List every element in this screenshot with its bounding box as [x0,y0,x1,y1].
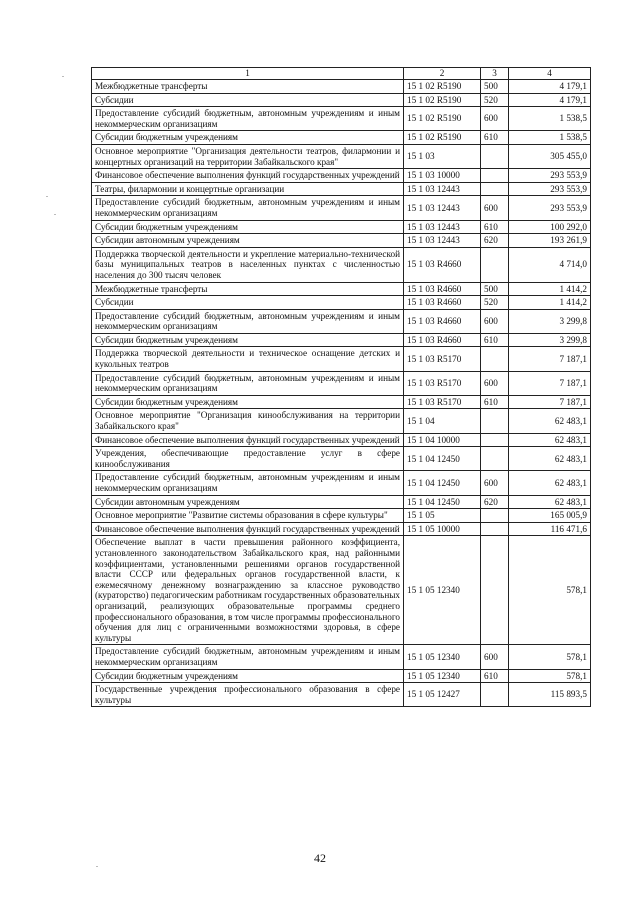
table-row [92,282,591,296]
row-sum-cell: 1 538,5 [509,131,591,145]
row-name-cell: Поддержка творческой деятельности и укрепление материально-технической базы муниципальных театров в населенных пунктах с численностью населения до 300 тысяч человек [92,247,404,282]
row-code-cell: 15 1 04 [404,409,481,433]
row-sum-cell: 293 553,9 [509,196,591,220]
row-code-cell: 15 1 04 12450 [404,495,481,509]
row-code-cell: 15 1 05 12340 [404,536,481,645]
row-code-cell: 15 1 03 12443 [404,182,481,196]
row-name-cell: Субсидии автономным учреждениям [92,234,404,248]
row-sum-cell: 4 714,0 [509,247,591,282]
row-code-cell: 15 1 03 R4660 [404,296,481,310]
row-name-cell: Основное мероприятие "Развитие системы образования в сфере культуры" [92,509,404,523]
budget-table-container [91,67,590,707]
row-name-cell: Субсидии [92,296,404,310]
table-row [92,234,591,248]
row-code-cell: 15 1 05 10000 [404,522,481,536]
row-name-cell: Межбюджетные трансферты [92,282,404,296]
row-name-cell: Основное мероприятие "Организация кинообслуживания на территории Забайкальского края" [92,409,404,433]
row-code-cell: 15 1 03 [404,144,481,168]
table-row [92,196,591,220]
row-type-cell [481,182,509,196]
row-type-cell: 610 [481,395,509,409]
row-sum-cell: 116 471,6 [509,522,591,536]
row-code-cell: 15 1 02 R5190 [404,80,481,94]
table-row [92,107,591,131]
row-type-cell [481,409,509,433]
table-row [92,395,591,409]
row-type-cell [481,509,509,523]
table-row [92,93,591,107]
row-type-cell: 600 [481,196,509,220]
table-row [92,80,591,94]
row-name-cell: Субсидии бюджетным учреждениям [92,333,404,347]
row-sum-cell: 578,1 [509,669,591,683]
row-name-cell: Субсидии автономным учреждениям [92,495,404,509]
row-name-cell: Финансовое обеспечение выполнения функций государственных учреждений [92,522,404,536]
row-sum-cell: 293 553,9 [509,169,591,183]
column-header-sum: 4 [509,68,591,80]
table-row [92,371,591,395]
row-type-cell: 520 [481,296,509,310]
row-name-cell: Предоставление субсидий бюджетным, автономным учреждениям и иным некоммерческим организациям [92,471,404,495]
row-code-cell: 15 1 05 [404,509,481,523]
row-name-cell: Субсидии [92,93,404,107]
row-code-cell: 15 1 02 R5190 [404,131,481,145]
column-header-code: 2 [404,68,481,80]
table-row [92,347,591,371]
row-code-cell: 15 1 03 R4660 [404,309,481,333]
row-name-cell: Предоставление субсидий бюджетным, автономным учреждениям и иным некоммерческим организациям [92,645,404,669]
table-row [92,471,591,495]
row-code-cell: 15 1 02 R5190 [404,93,481,107]
row-sum-cell: 115 893,5 [509,683,591,707]
row-sum-cell: 62 483,1 [509,447,591,471]
row-sum-cell: 578,1 [509,536,591,645]
row-name-cell: Театры, филармонии и концертные организации [92,182,404,196]
page-number: 42 [314,851,326,865]
row-name-cell: Предоставление субсидий бюджетным, автономным учреждениям и иным некоммерческим организациям [92,371,404,395]
row-name-cell: Субсидии бюджетным учреждениям [92,131,404,145]
row-name-cell: Государственные учреждения профессионального образования в сфере культуры [92,683,404,707]
row-name-cell: Финансовое обеспечение выполнения функций государственных учреждений [92,169,404,183]
row-sum-cell: 1 538,5 [509,107,591,131]
row-code-cell: 15 1 03 10000 [404,169,481,183]
row-code-cell: 15 1 05 12427 [404,683,481,707]
row-type-cell [481,169,509,183]
row-type-cell: 600 [481,371,509,395]
row-sum-cell: 165 005,9 [509,509,591,523]
row-name-cell: Финансовое обеспечение выполнения функций государственных учреждений [92,433,404,447]
table-row [92,309,591,333]
row-type-cell [481,347,509,371]
row-code-cell: 15 1 03 12443 [404,196,481,220]
table-row [92,536,591,645]
row-name-cell: Учреждения, обеспечивающие предоставление услуг в сфере кинообслуживания [92,447,404,471]
row-type-cell [481,447,509,471]
row-type-cell: 600 [481,645,509,669]
row-type-cell: 620 [481,495,509,509]
row-type-cell [481,144,509,168]
row-code-cell: 15 1 03 R4660 [404,333,481,347]
row-code-cell: 15 1 04 12450 [404,447,481,471]
row-type-cell [481,683,509,707]
row-type-cell: 610 [481,131,509,145]
row-sum-cell: 62 483,1 [509,433,591,447]
row-code-cell: 15 1 03 R4660 [404,282,481,296]
row-code-cell: 15 1 03 12443 [404,220,481,234]
table-row [92,131,591,145]
column-header-name: 1 [92,68,404,80]
row-name-cell: Предоставление субсидий бюджетным, автономным учреждениям и иным некоммерческим организациям [92,196,404,220]
row-sum-cell: 62 483,1 [509,471,591,495]
row-name-cell: Обеспечение выплат в части превышения районного коэффициента, установленного законодательством Забайкальского края, над районными коэффициентами, установленными решениями органов государственной власти СССР или федеральных органов государственной власти, к ежемесячному денежному вознаграждению за классное руководство (кураторство) педагогическим работникам государственных образовательных организаций, реализующих образовательные программы среднего профессионального образования, в том числе программы профессионального обучения для лиц с ограниченными возможностями здоровья, в сфере культуры [92,536,404,645]
row-sum-cell: 62 483,1 [509,495,591,509]
column-header-type: 3 [481,68,509,80]
table-row [92,182,591,196]
row-sum-cell: 4 179,1 [509,80,591,94]
row-type-cell: 500 [481,282,509,296]
row-type-cell: 600 [481,471,509,495]
row-code-cell: 15 1 04 12450 [404,471,481,495]
row-sum-cell: 1 414,2 [509,282,591,296]
row-sum-cell: 7 187,1 [509,371,591,395]
row-name-cell: Межбюджетные трансферты [92,80,404,94]
table-row [92,447,591,471]
row-type-cell: 600 [481,107,509,131]
row-sum-cell: 7 187,1 [509,395,591,409]
table-row [92,509,591,523]
row-code-cell: 15 1 03 R5170 [404,371,481,395]
table-row [92,144,591,168]
row-code-cell: 15 1 04 10000 [404,433,481,447]
row-type-cell [481,536,509,645]
table-row [92,220,591,234]
budget-table [91,67,591,707]
row-name-cell: Поддержка творческой деятельности и техническое оснащение детских и кукольных театров [92,347,404,371]
table-row [92,495,591,509]
row-code-cell: 15 1 03 R4660 [404,247,481,282]
row-code-cell: 15 1 05 12340 [404,645,481,669]
row-name-cell: Предоставление субсидий бюджетным, автономным учреждениям и иным некоммерческим организациям [92,107,404,131]
row-type-cell: 610 [481,333,509,347]
table-row [92,645,591,669]
row-type-cell: 500 [481,80,509,94]
table-row [92,669,591,683]
row-sum-cell: 7 187,1 [509,347,591,371]
row-code-cell: 15 1 03 R5170 [404,395,481,409]
row-sum-cell: 100 292,0 [509,220,591,234]
row-code-cell: 15 1 03 R5170 [404,347,481,371]
row-name-cell: Субсидии бюджетным учреждениям [92,669,404,683]
row-sum-cell: 305 455,0 [509,144,591,168]
row-sum-cell: 3 299,8 [509,333,591,347]
row-code-cell: 15 1 02 R5190 [404,107,481,131]
row-code-cell: 15 1 03 12443 [404,234,481,248]
row-type-cell: 610 [481,220,509,234]
row-type-cell [481,247,509,282]
table-row [92,522,591,536]
table-row [92,683,591,707]
table-row [92,409,591,433]
row-type-cell: 600 [481,309,509,333]
row-type-cell: 610 [481,669,509,683]
row-type-cell [481,522,509,536]
table-header-row [92,68,591,80]
row-sum-cell: 293 553,9 [509,182,591,196]
row-name-cell: Основное мероприятие "Организация деятельности театров, филармонии и концертных организаций на территории Забайкальского края" [92,144,404,168]
table-row [92,333,591,347]
row-name-cell: Предоставление субсидий бюджетным, автономным учреждениям и иным некоммерческим организациям [92,309,404,333]
row-type-cell: 520 [481,93,509,107]
row-sum-cell: 4 179,1 [509,93,591,107]
row-sum-cell: 1 414,2 [509,296,591,310]
row-sum-cell: 578,1 [509,645,591,669]
row-sum-cell: 193 261,9 [509,234,591,248]
row-type-cell [481,433,509,447]
table-row [92,247,591,282]
row-code-cell: 15 1 05 12340 [404,669,481,683]
table-row [92,296,591,310]
table-row [92,169,591,183]
row-sum-cell: 62 483,1 [509,409,591,433]
table-row [92,433,591,447]
row-type-cell: 620 [481,234,509,248]
row-sum-cell: 3 299,8 [509,309,591,333]
row-name-cell: Субсидии бюджетным учреждениям [92,220,404,234]
row-name-cell: Субсидии бюджетным учреждениям [92,395,404,409]
